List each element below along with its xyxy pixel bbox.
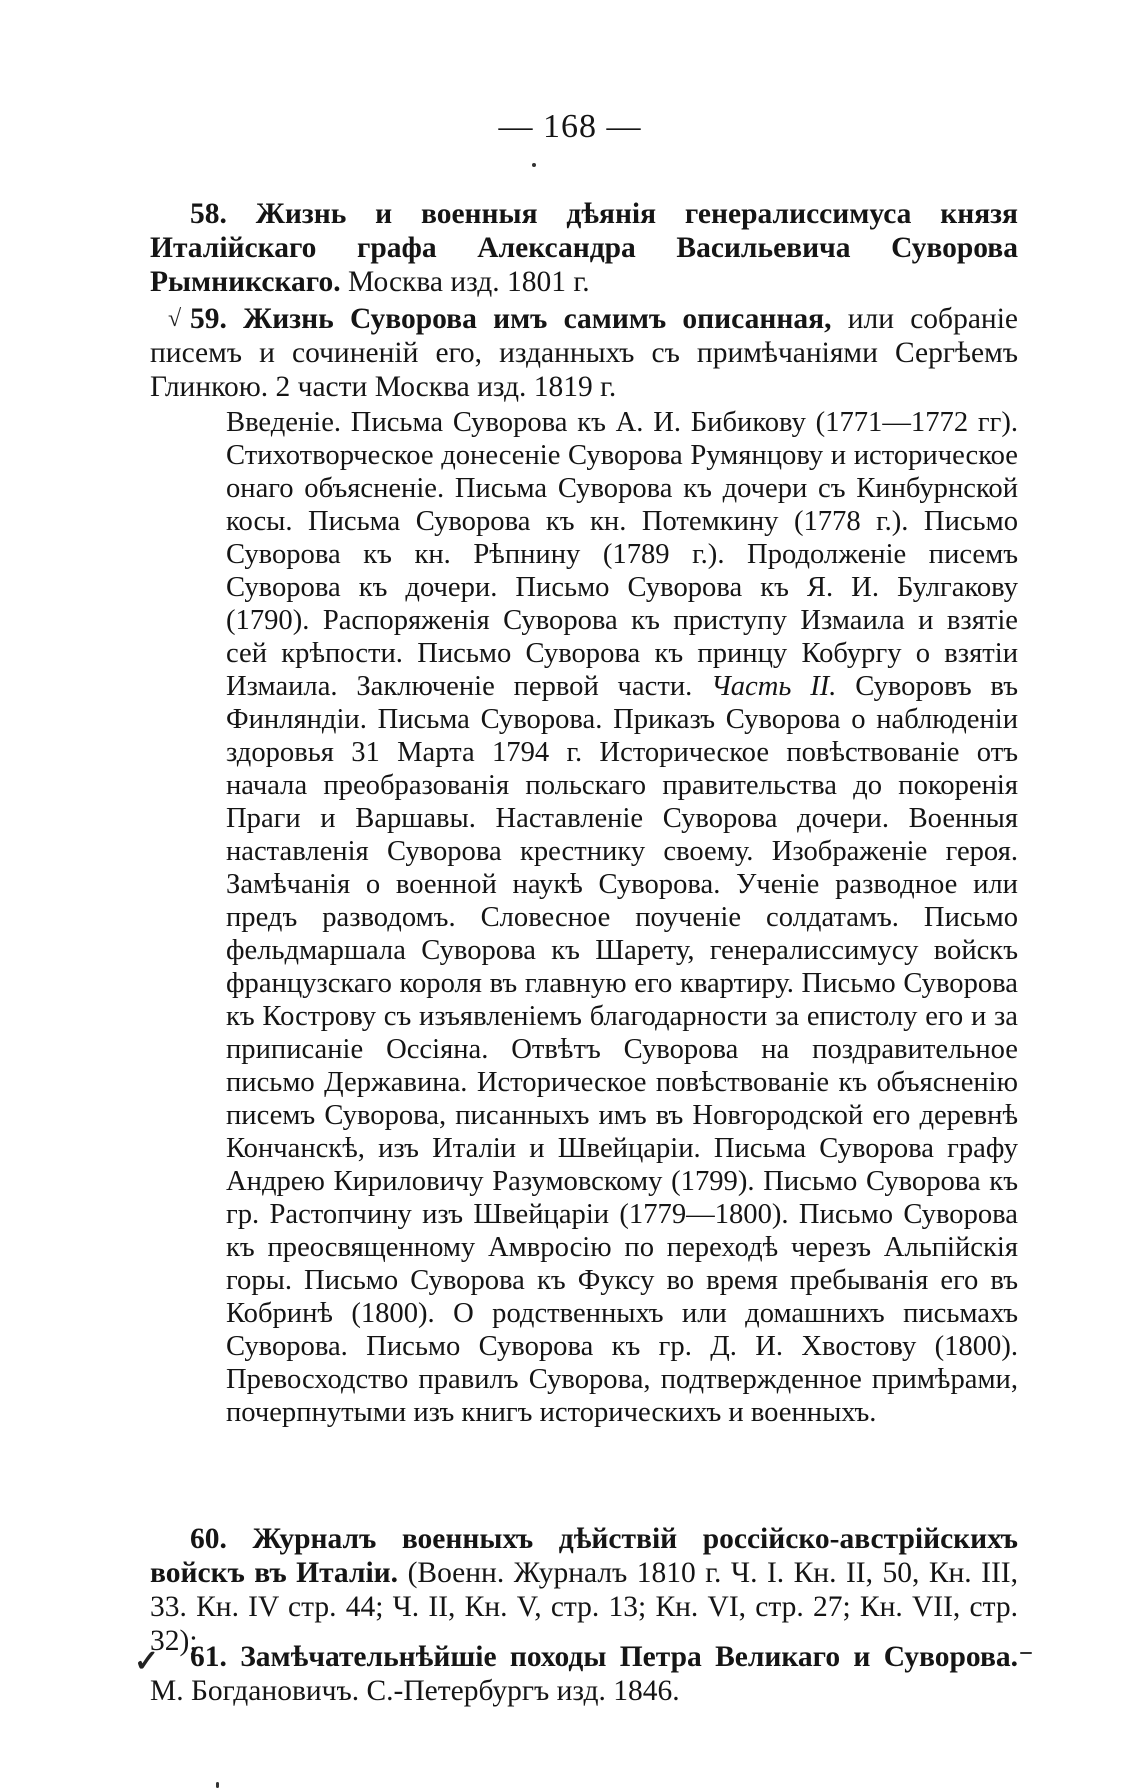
entry-number: 60. [190, 1523, 227, 1555]
ink-dot [1020, 1652, 1032, 1654]
check-mark-icon: ✓ [134, 1645, 160, 1678]
contents-text: Введеніе. Письма Суворова къ А. И. Бибикову (1771—1772 гг). Стихотворческое донесеніе Суворова Румянцову и историческое онаго объясненіе. Письма Суворова къ дочери съ Кинбурнской косы. Письма Суворова къ кн. Потемкину (1778 г.). Письмо Суворова къ кн. Рѣпнину (1789 г.). Продолженіе писемъ Суворова къ дочери. Письмо Суворова къ Я. И. Булгакову (1790). Распоряженія Суворова къ приступу Измаила и взятіе сей крѣпости. Письмо Суворова къ принцу Кобургу о взятіи Измаила. Заключеніе первой части. [226, 407, 1018, 702]
ink-dot [532, 163, 536, 167]
check-mark-icon: √ [168, 306, 182, 332]
entry-61 [150, 1640, 1018, 1708]
page-number: — 168 — [498, 108, 642, 145]
contents-text-continued: Суворовъ въ Финляндіи. Письма Суворова. Приказъ Суворова о наблюденіи здоровья 31 Марта 1794 г. Историческое повѣствованіе отъ начала преобразованія польскаго правительства до покоренія Праги и Варшавы. Наставленіе Суворова дочери. Военныя наставленія Суворова крестнику своему. Изображеніе героя. Замѣчанія о военной наукѣ Суворова. Ученіе разводное или предъ разводомъ. Словесное поученіе солдатамъ. Письмо фельдмаршала Суворова къ Шарету, генералиссимусу войскъ французскаго короля въ главную его квартиру. Письмо Суворова къ Кострову съ изъявленіемъ благодарности за епистолу его и за приписаніе Оссіяна. Отвѣтъ Суворова на поздравительное письмо Державина. Историческое повѣствованіе къ объясненію писемъ Суворова, писанныхъ имъ въ Новгородской его деревнѣ Кончанскѣ, изъ Италіи и Швейцаріи. Письма Суворова графу Андрею Кириловичу Разумовскому (1799). Письмо Суворова къ гр. Растопчину изъ Швейцаріи (1779—1800). Письмо Суворова къ преосвященному Амвросію по переходѣ черезъ Альпійскія горы. Письмо Суворова къ Фуксу во время пребыванія его въ Кобринѣ (1800). О родственныхъ или домашнихъ письмахъ Суворова. Письмо Суворова къ гр. Д. И. Хвостову (1800). Превосходство правилъ Суворова, подтвержденное примѣрами, почерпнутыми изъ книгъ историческихъ и военныхъ. [226, 671, 1018, 1428]
entry-title: Журналъ военныхъ дѣйствій россійско-австрійскихъ войскъ въ Италіи. [150, 1523, 1019, 1589]
entry-number: 58. [190, 198, 227, 230]
entry-title: Жизнь и военныя дѣянія генералиссимуса князя Италійскаго графа Александра Васильевича Суворова Рымникскаго. [150, 198, 1018, 298]
entry-59-contents [226, 406, 1018, 1429]
entry-details: (Военн. Журналъ 1810 г. Ч. I. Кн. II, 50, Кн. III, 33. Кн. IV стр. 44; Ч. II, Кн. V, стр. 13; Кн. VI, стр. 27; Кн. VII, стр. 32); [150, 1557, 1019, 1657]
entry-title: Жизнь Суворова имъ самимъ описанная, [243, 303, 832, 335]
entry-60 [150, 1522, 1018, 1658]
entry-title: Замѣчательнѣйшіе походы Петра Великаго и Суворова. [240, 1641, 1019, 1673]
contents-part-label: Часть II. [711, 671, 837, 702]
entry-details: М. Богдановичъ. С.-Петербургъ изд. 1846. [150, 1675, 680, 1707]
entry-number: 61. [190, 1641, 227, 1673]
entry-59 [150, 302, 1018, 404]
ink-dot [216, 1782, 219, 1788]
entry-58 [150, 197, 1018, 299]
entry-number: 59. [190, 303, 227, 335]
entry-details: Москва изд. 1801 г. [347, 266, 590, 298]
entry-details: или собраніе писемъ и сочиненій его, изданныхъ съ примѣчаніями Сергѣемъ Глинкою. 2 части Москва изд. 1819 г. [150, 303, 1018, 403]
